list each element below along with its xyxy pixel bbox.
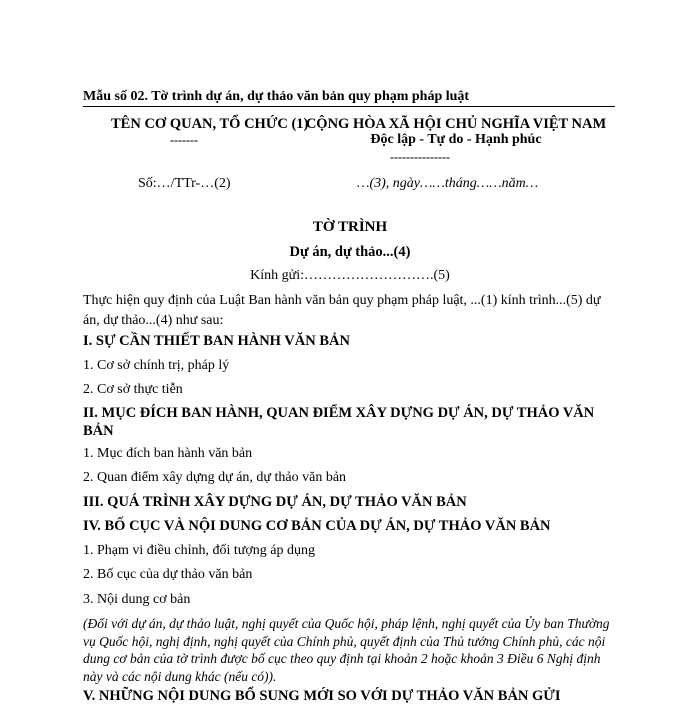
section-heading: V. NHỮNG NỘI DUNG BỔ SUNG MỚI SO VỚI DỰ THẢO VĂN BẢN GỬI [83,688,561,704]
list-item: 2. Bố cục của dự thảo văn bản [83,567,253,582]
agency-name: TÊN CƠ QUAN, TỔ CHỨC (1) [111,116,309,132]
addressee: Kính gửi:……………………….(5) [250,268,450,283]
list-item: 1. Phạm vi điều chỉnh, đối tượng áp dụng [83,543,315,558]
form-title: Mẫu số 02. Tờ trình dự án, dự thảo văn bản quy phạm pháp luật [83,89,470,104]
document-title: TỜ TRÌNH [312,219,388,235]
national-motto: Độc lập - Tự do - Hạnh phúc [370,132,542,147]
country-name: CỘNG HÒA XÃ HỘI CHỦ NGHĨA VIỆT NAM [305,116,607,132]
section-heading: IV. BỐ CỤC VÀ NỘI DUNG CƠ BẢN CỦA DỰ ÁN, DỰ THẢO VĂN BẢN [83,518,551,534]
list-item: 1. Mục đích ban hành văn bản [83,446,253,461]
motto-separator: --------------- [390,150,450,164]
document-subtitle: Dự án, dự thảo...(4) [289,244,411,260]
list-item: 2. Quan điểm xây dựng dự án, dự thảo văn bản [83,470,347,485]
content-note: (Đối với dự án, dự thảo luật, nghị quyết của Quốc hội, pháp lệnh, nghị quyết của Ủy ban Thường vụ Quốc hội, nghị định, nghị quyết của Chính phủ, quyết định của Thủ tướng Chính phủ, các nội dung cơ bản của tờ trình được bố cục theo quy định tại khoản 2 hoặc khoản 3 Điều 6 Nghị định này và các nội dung khác (nếu có)). [83,616,610,684]
agency-separator: ------- [170,133,198,147]
section-heading: III. QUÁ TRÌNH XÂY DỰNG DỰ ÁN, DỰ THẢO VĂN BẢN [83,494,467,510]
section-heading: II. MỤC ĐÍCH BAN HÀNH, QUAN ĐIỂM XÂY DỰNG DỰ ÁN, DỰ THẢO VĂN BẢN [83,405,595,439]
place-date: …(3), ngày……tháng……năm… [357,176,539,191]
intro-paragraph: Thực hiện quy định của Luật Ban hành văn bản quy phạm pháp luật, ...(1) kính trình...(5) dự án, dự thảo...(4) như sau: [83,293,601,328]
list-item: 1. Cơ sở chính trị, pháp lý [83,358,230,373]
section-heading: I. SỰ CẦN THIẾT BAN HÀNH VĂN BẢN [83,333,350,349]
list-item: 3. Nội dung cơ bản [83,592,191,607]
document-number: Số:…/TTr-…(2) [138,176,231,191]
title-underline [83,106,615,107]
list-item: 2. Cơ sở thực tiễn [83,382,183,397]
